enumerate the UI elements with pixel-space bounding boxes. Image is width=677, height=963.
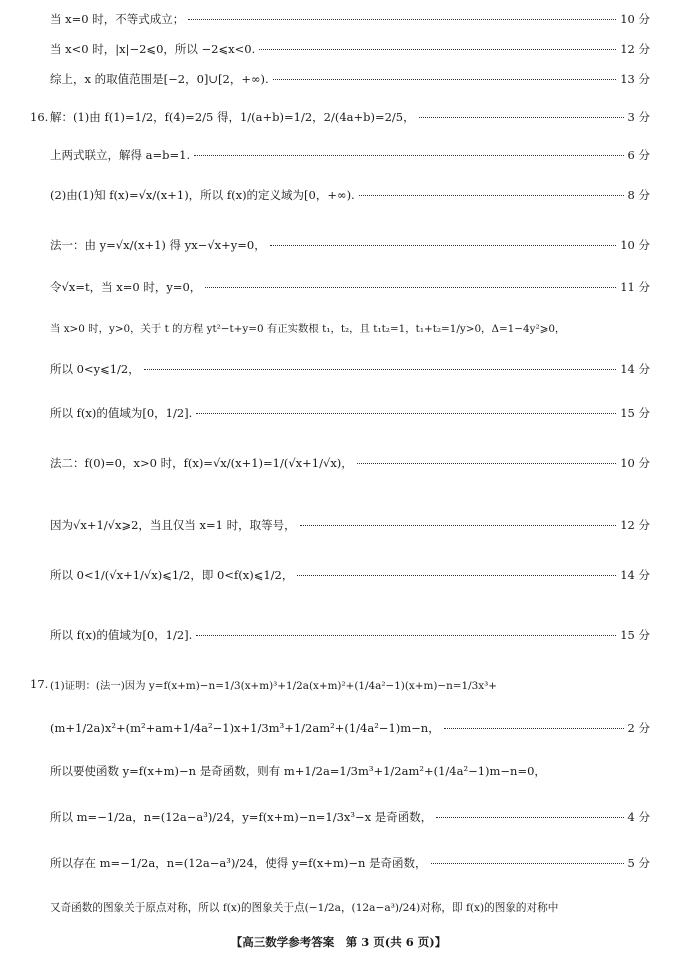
- line-score: 15 分: [620, 406, 650, 420]
- line-score: 4 分: [627, 810, 650, 824]
- answer-line: [50, 400, 650, 426]
- answer-line: [50, 671, 650, 697]
- line-text: 综上，x 的取值范围是[−2，0]∪[2，+∞).: [50, 72, 269, 86]
- answer-line: [50, 450, 650, 476]
- answer-line: [50, 356, 650, 382]
- answer-line: [50, 6, 650, 32]
- line-score: 13 分: [620, 72, 650, 86]
- dot-leader: [196, 412, 616, 414]
- line-score: 14 分: [620, 362, 650, 376]
- answer-line: [50, 36, 650, 62]
- line-text: 所以 0<y⩽1/2，: [50, 362, 140, 376]
- line-text: (m+1/2a)x²+(m²+am+1/4a²−1)x+1/3m³+1/2am²+(1/4a²−1)m−n，: [50, 721, 440, 735]
- dot-leader: [196, 634, 616, 636]
- dot-leader: [300, 524, 617, 526]
- answer-line: [50, 758, 650, 784]
- answer-line: [50, 894, 650, 920]
- line-score: 15 分: [620, 628, 650, 642]
- line-text: 当 x<0 时，|x|−2⩽0，所以 −2⩽x<0.: [50, 42, 256, 56]
- answer-line: [50, 850, 650, 876]
- answer-line: [50, 182, 650, 208]
- answer-line: [50, 804, 650, 830]
- line-text: (2)由(1)知 f(x)=√x/(x+1)，所以 f(x)的定义域为[0，+∞).: [50, 188, 355, 202]
- dot-leader: [270, 244, 616, 246]
- line-text: 所以存在 m=−1/2a，n=(12a−a³)/24，使得 y=f(x+m)−n 是奇函数，: [50, 856, 427, 870]
- line-text: 当 x>0 时，y>0，关于 t 的方程 yt²−t+y=0 有正实数根 t₁，t₂，且 t₁t₂=1，t₁+t₂=1/y>0，Δ=1−4y²⩾0，: [50, 322, 566, 335]
- line-score: 8 分: [627, 188, 650, 202]
- line-text: (1)证明：(法一)因为 y=f(x+m)−n=1/3(x+m)³+1/2a(x+m)²+(1/4a²−1)(x+m)−n=1/3x³+: [50, 679, 497, 692]
- dot-leader: [297, 574, 616, 576]
- question-number-17: 17.: [30, 677, 49, 691]
- line-text: 上两式联立，解得 a=b=1.: [50, 148, 191, 162]
- line-text: 法二：f(0)=0，x>0 时，f(x)=√x/(x+1)=1/(√x+1/√x)，: [50, 456, 353, 470]
- line-text: 令√x=t，当 x=0 时，y=0，: [50, 280, 202, 294]
- dot-leader: [357, 462, 616, 464]
- line-score: 12 分: [620, 42, 650, 56]
- line-score: 10 分: [620, 12, 650, 26]
- answer-line: [50, 314, 650, 340]
- dot-leader: [273, 78, 617, 80]
- dot-leader: [205, 286, 616, 288]
- answer-line: [50, 562, 650, 588]
- line-text: 法一：由 y=√x/(x+1) 得 yx−√x+y=0，: [50, 238, 266, 252]
- dot-leader: [144, 368, 616, 370]
- dot-leader: [444, 727, 624, 729]
- dot-leader: [436, 816, 623, 818]
- line-score: 14 分: [620, 568, 650, 582]
- answer-line: [50, 512, 650, 538]
- line-text: 所以 f(x)的值域为[0，1/2].: [50, 628, 193, 642]
- dot-leader: [359, 194, 624, 196]
- dot-leader: [431, 862, 624, 864]
- line-text: 所以要使函数 y=f(x+m)−n 是奇函数，则有 m+1/2a=1/3m³+1/2am²+(1/4a²−1)m−n=0，: [50, 764, 546, 778]
- line-text: 所以 m=−1/2a，n=(12a−a³)/24，y=f(x+m)−n=1/3x³−x 是奇函数，: [50, 810, 433, 824]
- line-score: 5 分: [627, 856, 650, 870]
- line-score: 12 分: [620, 518, 650, 532]
- line-text: 所以 f(x)的值域为[0，1/2].: [50, 406, 193, 420]
- line-score: 10 分: [620, 456, 650, 470]
- answer-line: [50, 274, 650, 300]
- dot-leader: [259, 48, 616, 50]
- line-score: 11 分: [620, 280, 650, 294]
- page-footer: 【高三数学参考答案 第 3 页(共 6 页)】: [230, 935, 447, 949]
- answer-line: [50, 104, 650, 130]
- line-score: 10 分: [620, 238, 650, 252]
- answer-line: [50, 232, 650, 258]
- answer-line: [50, 715, 650, 741]
- line-text: 因为√x+1/√x⩾2，当且仅当 x=1 时，取等号，: [50, 518, 296, 532]
- line-text: 解：(1)由 f(1)=1/2，f(4)=2/5 得，1/(a+b)=1/2，2/(4a+b)=2/5，: [50, 110, 415, 124]
- line-text: 又奇函数的图象关于原点对称，所以 f(x)的图象关于点(−1/2a，(12a−a³)/24)对称，即 f(x)的图象的对称中: [50, 901, 559, 914]
- answer-line: [50, 622, 650, 648]
- line-text: 当 x=0 时，不等式成立；: [50, 12, 185, 26]
- answer-line: [50, 142, 650, 168]
- dot-leader: [419, 116, 624, 118]
- answer-line: [50, 66, 650, 92]
- dot-leader: [188, 18, 616, 20]
- line-score: 2 分: [627, 721, 650, 735]
- line-text: 所以 0<1/(√x+1/√x)⩽1/2，即 0<f(x)⩽1/2，: [50, 568, 294, 582]
- line-score: 6 分: [627, 148, 650, 162]
- line-score: 3 分: [627, 110, 650, 124]
- question-number-16: 16.: [30, 110, 49, 124]
- dot-leader: [194, 154, 623, 156]
